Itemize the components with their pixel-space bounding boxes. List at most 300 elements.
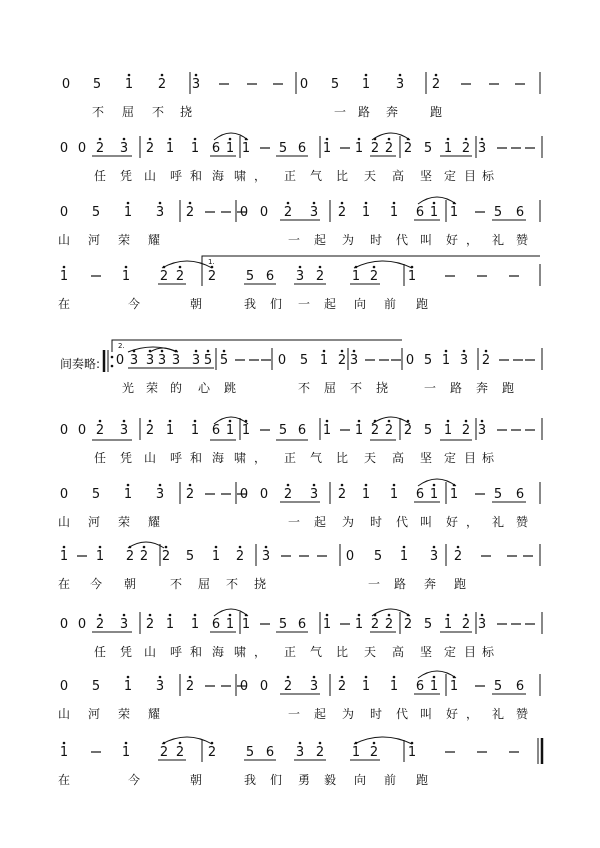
note-2: 2	[175, 269, 185, 284]
note-1: 1	[225, 423, 235, 438]
lyric-char: 不	[349, 381, 363, 395]
note-1: 1	[407, 269, 417, 284]
octave-dot	[123, 614, 126, 617]
lyric-char: 代	[395, 233, 409, 247]
lyric-char: 好	[445, 707, 459, 721]
lyric-char: 挠	[253, 577, 267, 591]
interlude-label: 间奏略:	[60, 357, 101, 371]
lyric-char: 叫	[419, 233, 433, 247]
lyric-char: 坚	[419, 169, 433, 183]
octave-dot	[433, 484, 436, 487]
lyric-char: 正	[283, 645, 297, 659]
lyric-char: 任	[93, 451, 107, 465]
lyric-char: 高	[391, 169, 405, 183]
lyric-char: 起	[323, 297, 337, 311]
note-1: 1	[121, 745, 131, 760]
octave-dot	[485, 350, 488, 353]
octave-dot	[481, 420, 484, 423]
note-0: 0	[59, 205, 69, 220]
note-3: 3	[171, 353, 181, 368]
note-1: 1	[429, 205, 439, 220]
lyric-char: 啸	[233, 645, 247, 659]
note-3: 3	[145, 353, 155, 368]
note-6: 6	[297, 141, 307, 156]
note-2: 2	[175, 745, 185, 760]
lyric-char: 起	[313, 515, 327, 529]
note-5: 5	[219, 353, 229, 368]
note-2: 2	[337, 679, 347, 694]
note-1: 1	[241, 141, 251, 156]
lyric-char: 赞	[515, 707, 529, 721]
note-1: 1	[124, 77, 134, 92]
note-6: 6	[265, 269, 275, 284]
lyric-char: 一	[297, 297, 311, 311]
lyric-char: 起	[313, 707, 327, 721]
lyric-char: 今	[127, 297, 141, 311]
lyric-char: 奔	[385, 105, 399, 119]
lyric-char: 荣	[117, 707, 131, 721]
lyric-char: 跑	[415, 773, 429, 787]
octave-dot	[194, 138, 197, 141]
note-0: 0	[115, 353, 125, 368]
note-3: 3	[129, 353, 139, 368]
lyric-char: 奔	[475, 381, 489, 395]
note-3: 3	[261, 549, 271, 564]
note-1: 1	[322, 423, 332, 438]
note-0: 0	[239, 679, 249, 694]
octave-dot	[223, 350, 226, 353]
lyric-char: 路	[449, 381, 463, 395]
lyric-char: 凭	[119, 169, 133, 183]
lyric-char: 啸	[233, 169, 247, 183]
lyric-char: 标	[481, 169, 495, 183]
octave-dot	[287, 676, 290, 679]
note-1: 1	[361, 679, 371, 694]
octave-dot	[195, 74, 198, 77]
lyric-char: 不	[169, 577, 183, 591]
note-2: 2	[159, 269, 169, 284]
lyric-char: 跑	[453, 577, 467, 591]
note-1: 1	[319, 353, 329, 368]
note-2: 2	[283, 205, 293, 220]
lyric-char: ，	[465, 515, 479, 529]
slur	[354, 737, 412, 744]
note-1: 1	[165, 141, 175, 156]
note-2: 2	[453, 549, 463, 564]
octave-dot	[189, 202, 192, 205]
octave-dot	[189, 484, 192, 487]
octave-dot	[323, 350, 326, 353]
note-0: 0	[59, 617, 69, 632]
note-2: 2	[315, 269, 325, 284]
note-1: 1	[354, 141, 364, 156]
note-2: 2	[95, 617, 105, 632]
lyric-char: 前	[383, 297, 397, 311]
octave-dot	[388, 420, 391, 423]
lyric-char: 正	[283, 169, 297, 183]
note-2: 2	[369, 745, 379, 760]
lyric-char: 海	[211, 169, 225, 183]
lyric-char: 礼	[491, 233, 505, 247]
note-1: 1	[59, 745, 69, 760]
note-3: 3	[309, 487, 319, 502]
lyric-char: 海	[211, 451, 225, 465]
octave-dot	[433, 546, 436, 549]
lyric-char: 跑	[429, 105, 443, 119]
octave-dot	[365, 484, 368, 487]
note-1: 1	[443, 423, 453, 438]
lyric-char: 山	[57, 707, 71, 721]
note-0: 0	[239, 487, 249, 502]
lyric-char: 一	[367, 577, 381, 591]
note-1: 1	[351, 269, 361, 284]
slur	[128, 542, 164, 548]
lyric-char: 屈	[121, 105, 135, 119]
lyric-char: 荣	[117, 233, 131, 247]
octave-dot	[341, 484, 344, 487]
volta-2-bracket	[112, 340, 402, 352]
octave-dot	[481, 614, 484, 617]
lyric-char: 叫	[419, 707, 433, 721]
octave-dot	[194, 420, 197, 423]
lyric-char: 山	[57, 515, 71, 529]
note-1: 1	[449, 487, 459, 502]
note-1: 1	[95, 549, 105, 564]
octave-dot	[63, 546, 66, 549]
lyric-char: 好	[445, 515, 459, 529]
note-2: 2	[207, 745, 217, 760]
lyric-char: 一	[287, 515, 301, 529]
octave-dot	[99, 138, 102, 141]
note-3: 3	[459, 353, 469, 368]
note-5: 5	[245, 745, 255, 760]
note-1: 1	[190, 617, 200, 632]
lyric-char: 耀	[147, 707, 161, 721]
note-2: 2	[185, 487, 195, 502]
note-2: 2	[185, 679, 195, 694]
note-3: 3	[191, 353, 201, 368]
octave-dot	[457, 546, 460, 549]
note-0: 0	[77, 423, 87, 438]
octave-dot	[287, 202, 290, 205]
octave-dot	[341, 202, 344, 205]
lyric-char: 山	[143, 645, 157, 659]
note-6: 6	[415, 205, 425, 220]
octave-dot	[433, 202, 436, 205]
note-3: 3	[295, 269, 305, 284]
octave-dot	[403, 546, 406, 549]
lyric-char: 高	[391, 645, 405, 659]
note-2: 2	[370, 141, 380, 156]
lyric-char: 天	[363, 645, 377, 659]
octave-dot	[319, 266, 322, 269]
lyric-char: 山	[57, 233, 71, 247]
octave-dot	[393, 484, 396, 487]
note-1: 1	[354, 423, 364, 438]
note-2: 2	[481, 353, 491, 368]
lyric-char: 为	[341, 515, 355, 529]
octave-dot	[433, 676, 436, 679]
octave-dot	[194, 614, 197, 617]
octave-dot	[159, 202, 162, 205]
slur	[372, 609, 410, 616]
lyric-char: 天	[363, 169, 377, 183]
note-5: 5	[493, 679, 503, 694]
lyric-char: 呼	[169, 451, 183, 465]
lyric-char: 定	[443, 451, 457, 465]
lyric-char: 比	[335, 169, 349, 183]
note-5: 5	[245, 269, 255, 284]
octave-dot	[313, 484, 316, 487]
note-1: 1	[449, 679, 459, 694]
lyric-char: 前	[383, 773, 397, 787]
lyric-char: 在	[57, 577, 71, 591]
note-0: 0	[61, 77, 71, 92]
note-1: 1	[351, 745, 361, 760]
note-3: 3	[119, 617, 129, 632]
note-3: 3	[157, 353, 167, 368]
lyric-char: 目	[463, 451, 477, 465]
octave-dot	[127, 484, 130, 487]
lyric-char: 山	[143, 169, 157, 183]
note-2: 2	[139, 549, 149, 564]
lyric-char: 和	[189, 645, 203, 659]
lyric-char: 一	[287, 233, 301, 247]
lyric-char: 和	[189, 451, 203, 465]
octave-dot	[99, 546, 102, 549]
octave-dot	[388, 138, 391, 141]
octave-dot	[149, 420, 152, 423]
note-1: 1	[322, 141, 332, 156]
lyric-char: 定	[443, 169, 457, 183]
note-2: 2	[125, 549, 135, 564]
note-3: 3	[349, 353, 359, 368]
lyric-char: 路	[393, 577, 407, 591]
octave-dot	[149, 614, 152, 617]
octave-dot	[465, 614, 468, 617]
note-1: 1	[123, 205, 133, 220]
lyric-char: 在	[57, 297, 71, 311]
note-3: 3	[429, 549, 439, 564]
octave-dot	[287, 484, 290, 487]
lyric-char: 河	[87, 707, 101, 721]
note-3: 3	[155, 205, 165, 220]
slur	[372, 133, 410, 140]
lyric-char: 们	[269, 773, 283, 787]
note-6: 6	[515, 487, 525, 502]
octave-dot	[159, 676, 162, 679]
lyric-char: 勇	[297, 773, 311, 787]
note-3: 3	[155, 679, 165, 694]
lyric-char: 不	[151, 105, 165, 119]
note-1: 1	[361, 205, 371, 220]
octave-dot	[159, 484, 162, 487]
octave-dot	[399, 74, 402, 77]
note-2: 2	[461, 617, 471, 632]
lyric-char: 毅	[323, 773, 337, 787]
octave-dot	[229, 138, 232, 141]
note-6: 6	[515, 679, 525, 694]
lyric-char: 一	[333, 105, 347, 119]
lyric-char: 光	[121, 381, 135, 395]
note-1: 1	[322, 617, 332, 632]
note-2: 2	[283, 487, 293, 502]
octave-dot	[373, 742, 376, 745]
lyric-char: 起	[313, 233, 327, 247]
note-1: 1	[241, 617, 251, 632]
note-2: 2	[369, 269, 379, 284]
note-1: 1	[190, 423, 200, 438]
octave-dot	[365, 74, 368, 77]
lyric-char: ，	[253, 645, 267, 659]
lyric-char: 标	[481, 451, 495, 465]
lyric-char: 河	[87, 233, 101, 247]
slur	[418, 479, 456, 486]
note-1: 1	[361, 487, 371, 502]
lyric-char: 不	[91, 105, 105, 119]
note-1: 1	[225, 617, 235, 632]
lyric-char: 凭	[119, 645, 133, 659]
note-2: 2	[403, 617, 413, 632]
note-0: 0	[239, 205, 249, 220]
octave-dot	[128, 74, 131, 77]
note-1: 1	[190, 141, 200, 156]
octave-dot	[365, 676, 368, 679]
octave-dot	[127, 202, 130, 205]
note-3: 3	[477, 617, 487, 632]
octave-dot	[358, 614, 361, 617]
note-2: 2	[185, 205, 195, 220]
lyric-char: 向	[353, 297, 367, 311]
octave-dot	[229, 420, 232, 423]
note-1: 1	[211, 549, 221, 564]
lyric-char: 呼	[169, 645, 183, 659]
octave-dot	[373, 266, 376, 269]
lyric-char: ，	[465, 707, 479, 721]
octave-dot	[169, 138, 172, 141]
note-2: 2	[207, 269, 217, 284]
note-1: 1	[123, 679, 133, 694]
note-2: 2	[337, 353, 347, 368]
note-3: 3	[295, 745, 305, 760]
octave-dot	[313, 676, 316, 679]
octave-dot	[161, 350, 164, 353]
note-2: 2	[384, 141, 394, 156]
octave-dot	[125, 742, 128, 745]
slur	[162, 261, 212, 268]
note-2: 2	[370, 423, 380, 438]
note-3: 3	[191, 77, 201, 92]
repeat-dot	[111, 365, 114, 368]
octave-dot	[169, 420, 172, 423]
lyric-char: 气	[309, 451, 323, 465]
note-3: 3	[395, 77, 405, 92]
note-1: 1	[441, 353, 451, 368]
lyric-char: 时	[369, 707, 383, 721]
slur	[418, 671, 456, 678]
note-3: 3	[309, 205, 319, 220]
lyric-char: 朝	[189, 297, 203, 311]
octave-dot	[179, 266, 182, 269]
lyric-char: 我	[243, 297, 257, 311]
lyric-char: 为	[341, 233, 355, 247]
note-2: 2	[145, 423, 155, 438]
lyric-char: 跑	[501, 381, 515, 395]
note-1: 1	[407, 745, 417, 760]
lyric-char: 赞	[515, 515, 529, 529]
octave-dot	[195, 350, 198, 353]
lyric-char: 正	[283, 451, 297, 465]
lyric-char: 坚	[419, 645, 433, 659]
lyric-char: 一	[423, 381, 437, 395]
volta-1-label: 1.	[208, 258, 215, 266]
note-1: 1	[443, 617, 453, 632]
octave-dot	[229, 614, 232, 617]
lyric-char: 跳	[223, 381, 237, 395]
octave-dot	[165, 546, 168, 549]
lyric-char: 时	[369, 515, 383, 529]
note-5: 5	[91, 205, 101, 220]
lyric-char: 礼	[491, 707, 505, 721]
note-5: 5	[278, 141, 288, 156]
note-6: 6	[515, 205, 525, 220]
lyric-char: 不	[225, 577, 239, 591]
lyric-char: 天	[363, 451, 377, 465]
lyric-char: 为	[341, 707, 355, 721]
lyric-char: 我	[243, 773, 257, 787]
note-1: 1	[225, 141, 235, 156]
note-5: 5	[299, 353, 309, 368]
note-3: 3	[155, 487, 165, 502]
note-5: 5	[330, 77, 340, 92]
note-2: 2	[95, 423, 105, 438]
lyric-char: 好	[445, 233, 459, 247]
lyric-char: 耀	[147, 233, 161, 247]
lyric-char: 礼	[491, 515, 505, 529]
lyric-char: 一	[287, 707, 301, 721]
octave-dot	[447, 420, 450, 423]
octave-dot	[393, 202, 396, 205]
note-0: 0	[77, 141, 87, 156]
octave-dot	[447, 614, 450, 617]
octave-dot	[463, 350, 466, 353]
lyric-char: 耀	[147, 515, 161, 529]
octave-dot	[326, 138, 329, 141]
note-2: 2	[157, 77, 167, 92]
lyric-char: 代	[395, 515, 409, 529]
note-5: 5	[278, 617, 288, 632]
lyric-char: 坚	[419, 451, 433, 465]
volta-2-label: 2.	[118, 342, 125, 350]
note-1: 1	[123, 487, 133, 502]
note-2: 2	[461, 423, 471, 438]
lyric-char: ，	[465, 233, 479, 247]
note-1: 1	[165, 423, 175, 438]
note-6: 6	[265, 745, 275, 760]
lyric-char: 代	[395, 707, 409, 721]
note-5: 5	[91, 679, 101, 694]
octave-dot	[358, 138, 361, 141]
lyric-char: 荣	[145, 381, 159, 395]
note-6: 6	[211, 617, 221, 632]
octave-dot	[207, 350, 210, 353]
note-0: 0	[405, 353, 415, 368]
octave-dot	[299, 266, 302, 269]
lyric-char: 气	[309, 169, 323, 183]
lyric-char: 海	[211, 645, 225, 659]
note-5: 5	[493, 205, 503, 220]
octave-dot	[215, 546, 218, 549]
